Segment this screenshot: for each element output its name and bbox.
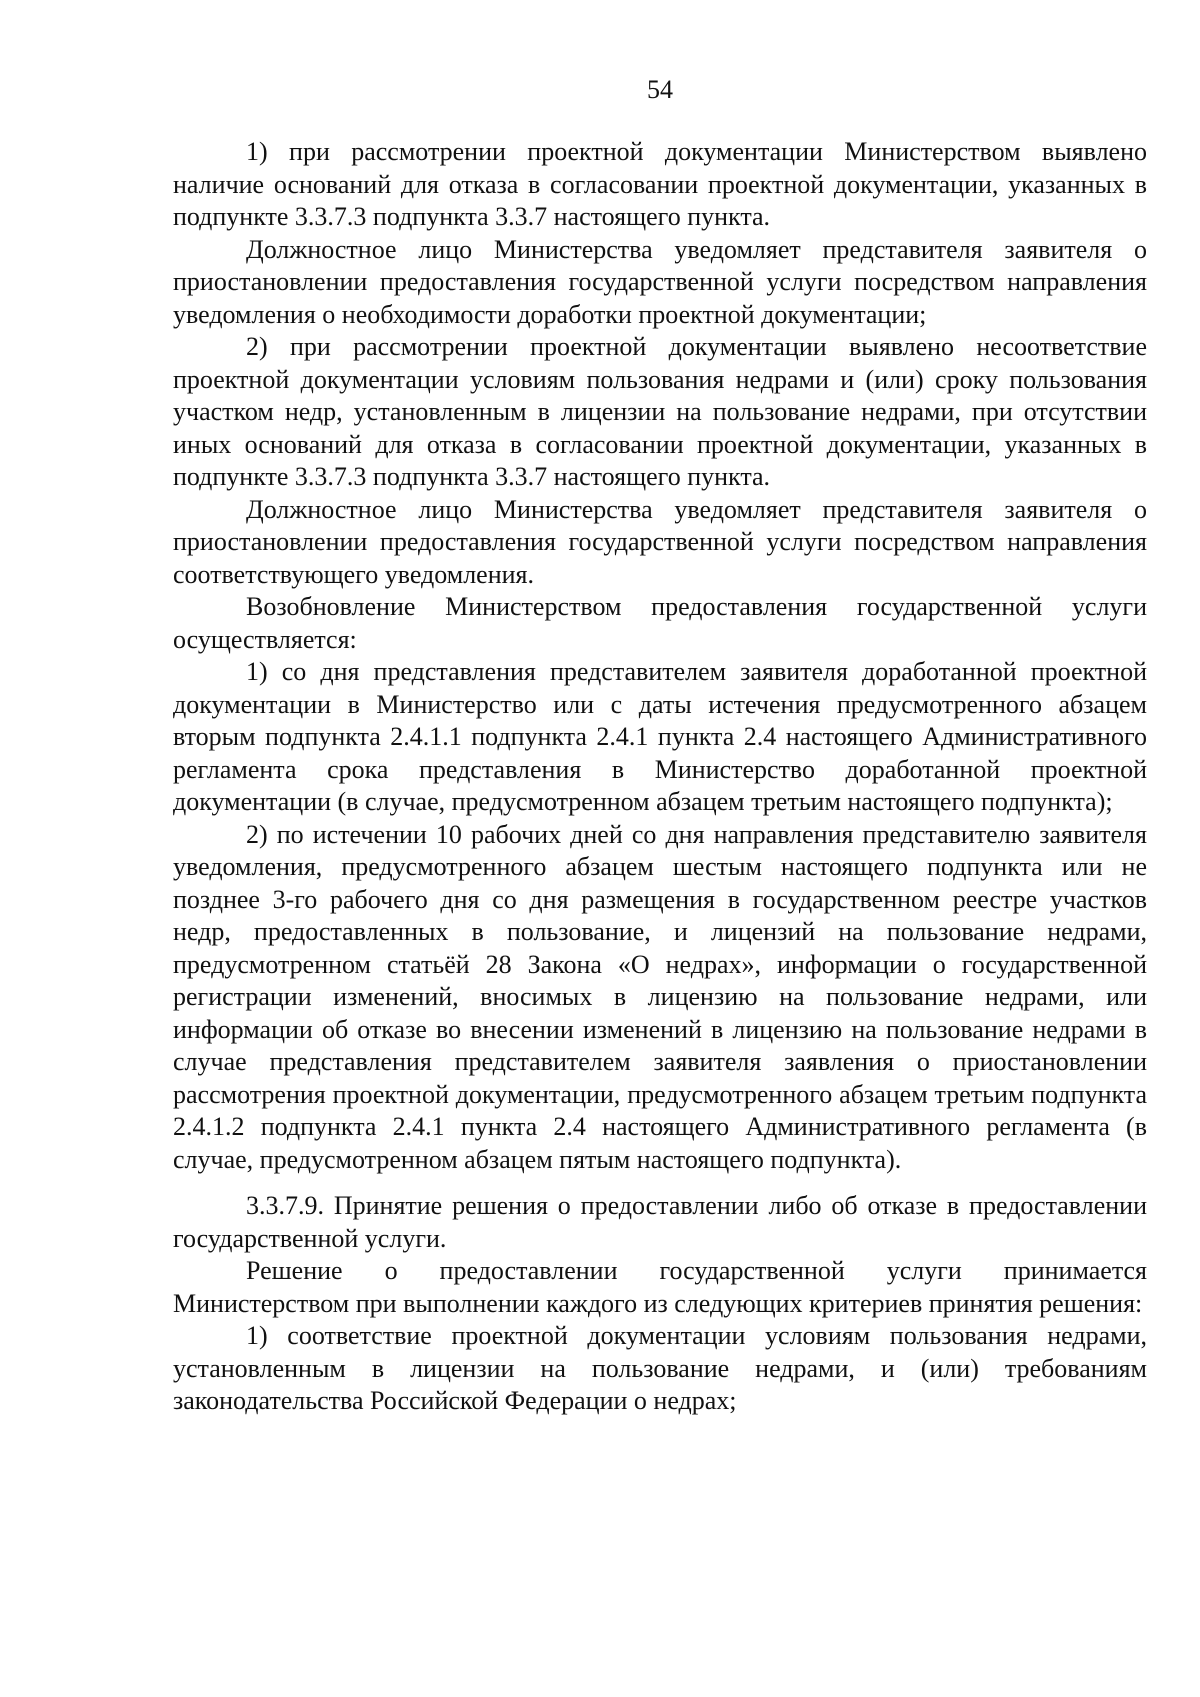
paragraph: Должностное лицо Министерства уведомляет представителя заявителя о приостановлении предоставления государственной услуги посредством направления уведомления о необходимости доработки проектной документации; — [173, 234, 1147, 329]
section-spacer — [173, 1176, 1147, 1190]
paragraph: Должностное лицо Министерства уведомляет представителя заявителя о приостановлении предоставления государственной услуги посредством направления соответствующего уведомления. — [173, 494, 1147, 589]
page-number: 54 — [647, 75, 673, 104]
paragraph: 1) соответствие проектной документации условиям пользования недрами, установленным в лицензии на пользование недрами, и (или) требованиям законодательства Российской Федерации о недрах; — [173, 1321, 1147, 1415]
paragraph: Решение о предоставлении государственной услуги принимается Министерством при выполнении каждого из следующих критериев принятия решения: — [173, 1256, 1147, 1318]
document-body — [173, 136, 1147, 1418]
paragraph: 1) со дня представления представителем заявителя доработанной проектной документации в Министерство или с даты истечения предусмотренного абзацем вторым подпункта 2.4.1.1 подпункта 2.4.1 пункта 2.4 настоящего Административного регламента срока представления в Министерство доработанной проектной документации (в случае, предусмотренном абзацем третьим настоящего подпункта); — [173, 657, 1147, 816]
paragraph: 1) при рассмотрении проектной документации Министерством выявлено наличие оснований для отказа в согласовании проектной документации, указанных в подпункте 3.3.7.3 подпункта 3.3.7 настоящего пункта. — [173, 137, 1147, 231]
section-heading: 3.3.7.9. Принятие решения о предоставлении либо об отказе в предоставлении государственной услуги. — [173, 1191, 1147, 1253]
paragraph: 2) при рассмотрении проектной документации выявлено несоответствие проектной документации условиям пользования недрами и (или) сроку пользования участком недр, установленным в лицензии на пользование недрами, при отсутствии иных оснований для отказа в согласовании проектной документации, указанных в подпункте 3.3.7.3 подпункта 3.3.7 настоящего пункта. — [173, 332, 1147, 491]
paragraph: 2) по истечении 10 рабочих дней со дня направления представителю заявителя уведомления, предусмотренного абзацем шестым настоящего подпункта или не позднее 3-го рабочего дня со дня размещения в государственном реестре участков недр, предоставленных в пользование, и лицензий на пользование недрами, предусмотренном статьёй 28 Закона «О недрах», информации о государственной регистрации изменений, вносимых в лицензию на пользование недрами, или информации об отказе во внесении изменений в лицензию на пользование недрами в случае представления представителем заявителя заявления о приостановлении рассмотрения проектной документации, предусмотренного абзацем третьим подпункта 2.4.1.2 подпункта 2.4.1 пункта 2.4 настоящего Административного регламента (в случае, предусмотренном абзацем пятым настоящего подпункта). — [173, 819, 1147, 1174]
paragraph: Возобновление Министерством предоставления государственной услуги осуществляется: — [173, 592, 1147, 654]
